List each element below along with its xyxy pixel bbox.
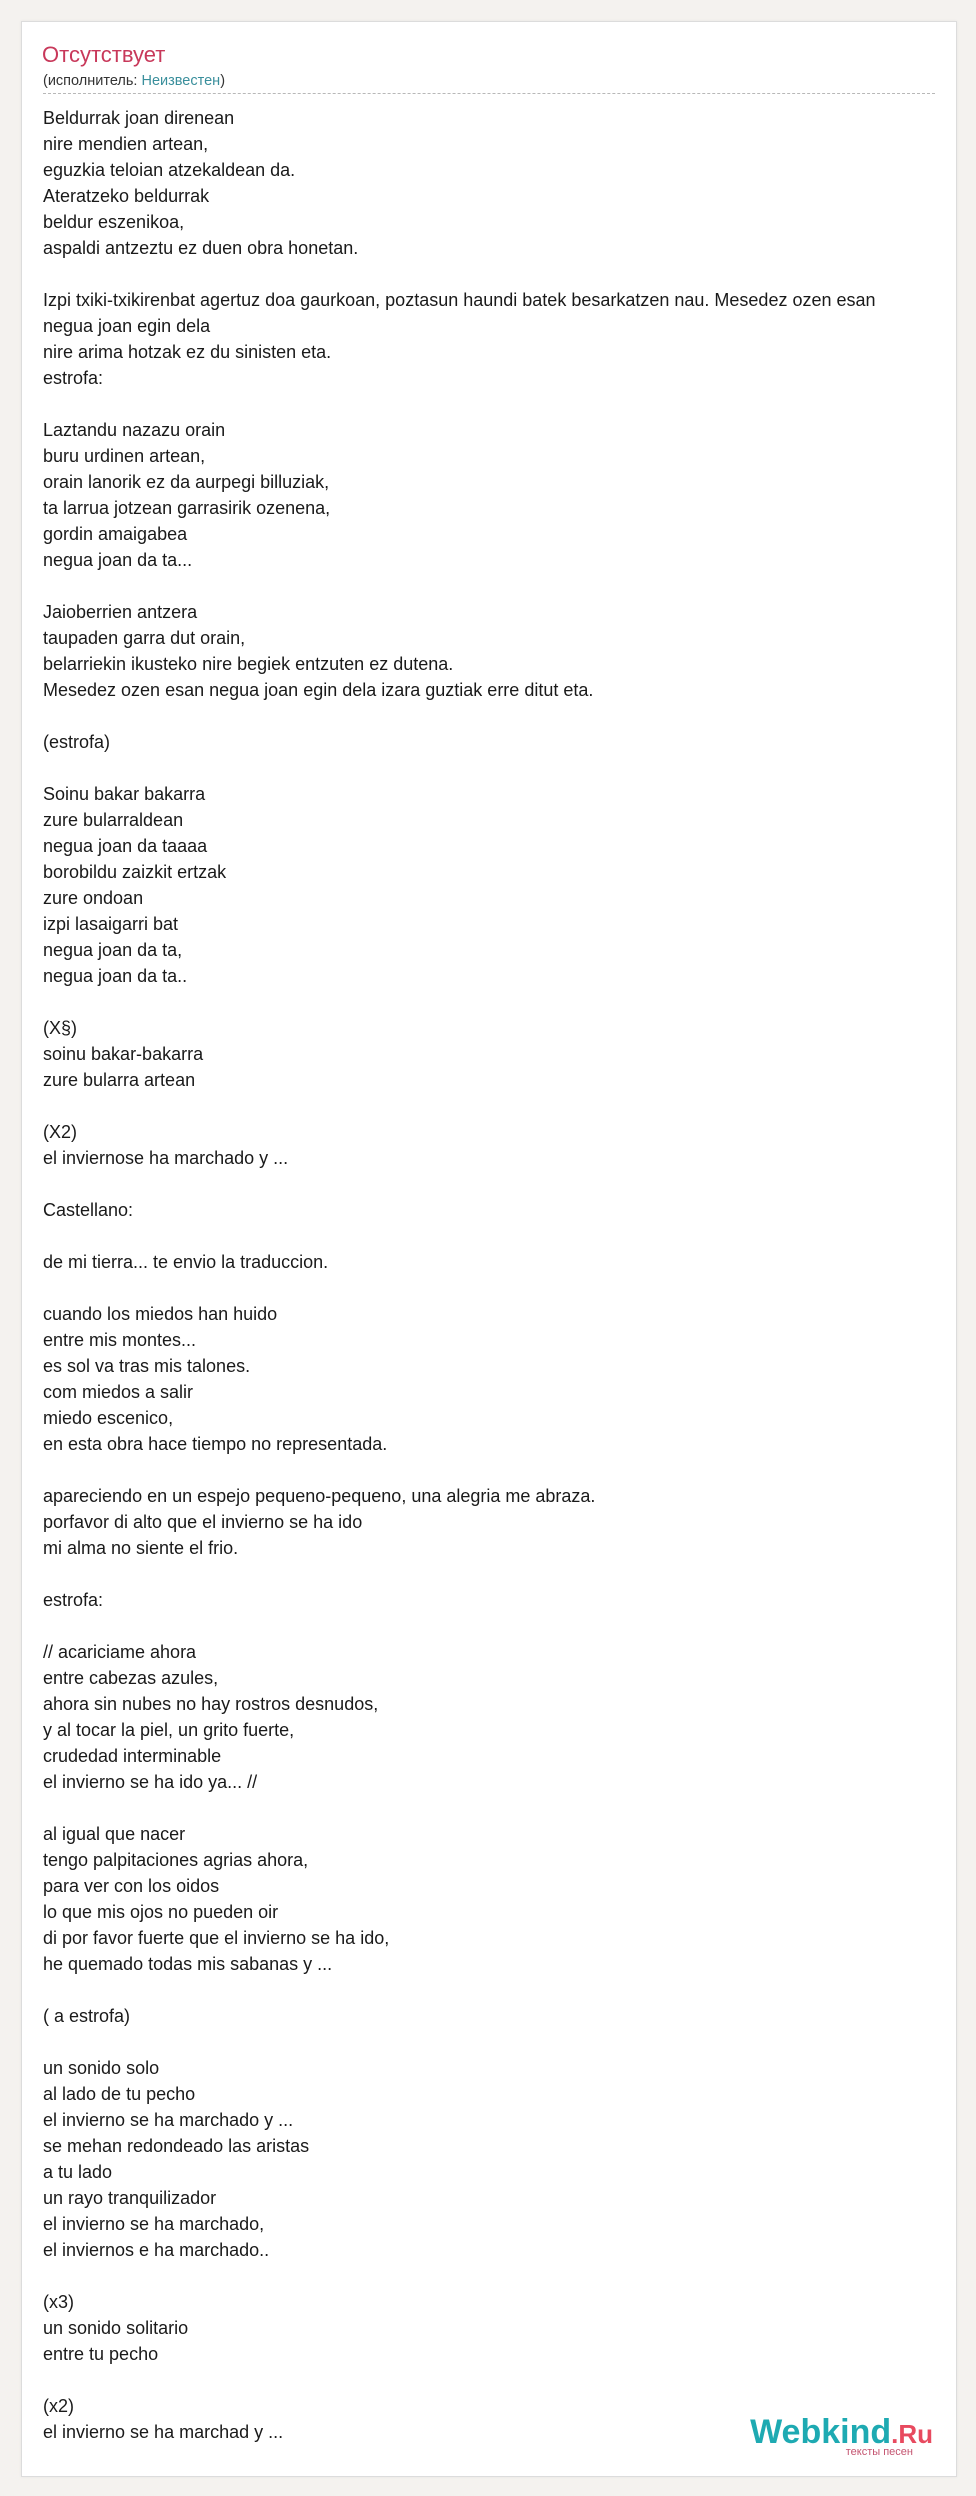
artist-prefix: (исполнитель: — [43, 73, 142, 89]
artist-suffix: ) — [220, 73, 226, 89]
logo-tld: .Ru — [891, 2419, 933, 2449]
logo-main-text: Webkind — [750, 2413, 892, 2451]
artist-line — [43, 72, 225, 90]
webkind-logo[interactable] — [750, 2415, 933, 2458]
artist-link[interactable]: Неизвестен — [141, 73, 221, 89]
header-divider — [43, 93, 935, 94]
song-title: Отсутствует — [42, 42, 166, 67]
logo-tagline: тексты песен — [845, 2446, 913, 2458]
lyrics-text: Beldurrak joan direnean nire mendien artean, eguzkia teloian atzekaldean da. Ateratzeko beldurrak beldur eszenikoa, aspaldi antzeztu ez duen obra honetan. Izpi txiki-txikirenbat agertuz doa gaurkoan, poztasun haundi batek besarkatzen nau. Mesedez ozen esan negua joan egin dela nire arima hotzak ez du sinisten eta. estrofa: Laztandu nazazu orain buru urdinen artean, orain lanorik ez da aurpegi billuziak, ta larrua jotzean garrasirik ozenena, gordin amaigabea negua joan da ta... Jaioberrien antzera taupaden garra dut orain, belarriekin ikusteko nire begiek entzuten ez dutena. Mesedez ozen esan negua joan egin dela izara guztiak erre ditut eta. (estrofa) Soinu bakar bakarra zure bularraldean negua joan da taaaa borobildu zaizkit ertzak zure ondoan izpi lasaigarri bat negua joan da ta, negua joan da ta.. (X§) soinu bakar-bakarra zure bularra artean (X2) el inviernose ha marchado y ... Castellano: de mi tierra... te envio la traduccion. cuando los miedos han huido entre mis montes... es sol va tras mis talones. com miedos a salir miedo escenico, en esta obra hace tiempo no representada. apareciendo en un espejo pequeno-pequeno, una alegria me abraza. porfavor di alto que el invierno se ha ido mi alma no siente el frio. estrofa: // acariciame ahora entre cabezas azules, ahora sin nubes no hay rostros desnudos, y al tocar la piel, un grito fuerte, crudedad interminable el invierno se ha ido ya... // al igual que nacer tengo palpitaciones agrias ahora, para ver con los oidos lo que mis ojos no pueden oir di por favor fuerte que el invierno se ha ido, he quemado todas mis sabanas y ... ( a estrofa) un sonido solo al lado de tu pecho el invierno se ha marchado y ... se mehan redondeado las aristas a tu lado un rayo tranquilizador el invierno se ha marchado, el inviernos e ha marchado.. (x3) un sonido solitario entre tu pecho (x2) el invierno se ha marchad y ... — [43, 108, 876, 2442]
logo-wordmark — [750, 2415, 933, 2449]
content-panel — [21, 21, 957, 2477]
